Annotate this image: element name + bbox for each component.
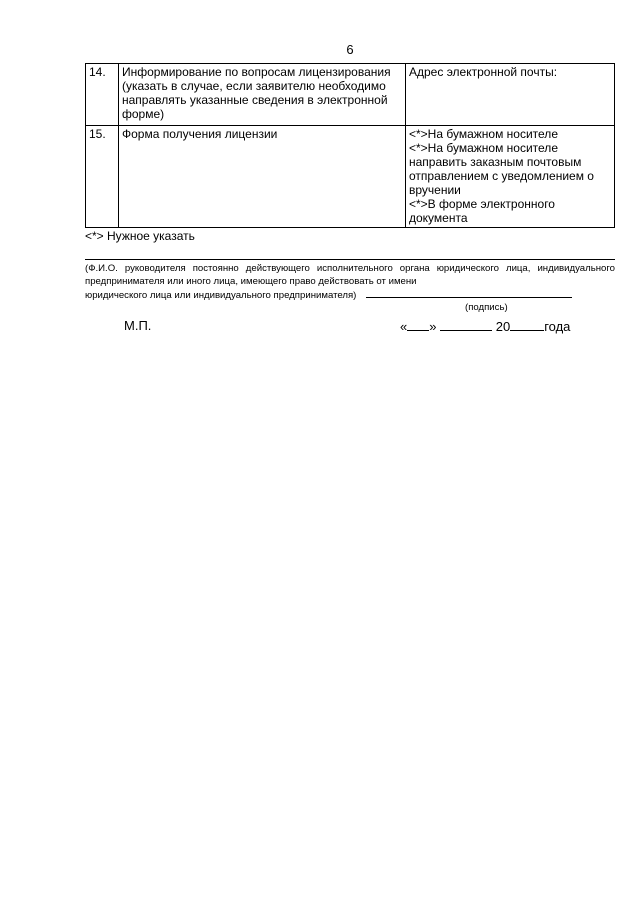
signature-name-line (85, 259, 615, 260)
year-field[interactable] (510, 318, 544, 331)
row-number: 15. (86, 126, 119, 228)
option-paper[interactable]: <*>На бумажном носителе (409, 127, 558, 141)
signature-block (85, 262, 615, 302)
row-description: Форма получения лицензии (119, 126, 406, 228)
year-suffix: года (544, 319, 571, 334)
option-paper-mail[interactable]: <*>На бумажном носителе направить заказным почтовым отправлением с уведомлением о вручении (409, 141, 594, 197)
license-form-options (406, 126, 615, 228)
table-row (86, 126, 615, 228)
date-line (400, 318, 570, 334)
page-number: 6 (346, 42, 354, 57)
footnote: <*> Нужное указать (85, 229, 195, 243)
option-electronic[interactable]: <*>В форме электронного документа (409, 197, 555, 225)
day-field[interactable] (407, 318, 429, 331)
signature-instructions: (Ф.И.О. руководителя постоянно действующего исполнительного органа юридического лица, индивидуального предпринимателя или иного лица, имеющего право действовать от имени (85, 263, 615, 287)
stamp-label: М.П. (124, 318, 152, 333)
email-field[interactable]: Адрес электронной почты: (406, 64, 615, 126)
row-description: Информирование по вопросам лицензирования (указать в случае, если заявителю необходимо направлять указанные сведения в электронной форме) (119, 64, 406, 126)
table-row (86, 64, 615, 126)
row-number: 14. (86, 64, 119, 126)
signature-instructions-end: юридического лица или индивидуального предпринимателя) (85, 290, 357, 301)
date-close-quote: » (429, 319, 437, 334)
application-table (85, 63, 615, 228)
signature-field[interactable] (366, 288, 572, 298)
year-prefix: 20 (495, 319, 511, 334)
month-field[interactable] (440, 318, 492, 331)
date-open-quote: « (400, 319, 408, 334)
signature-caption: (подпись) (465, 302, 508, 313)
